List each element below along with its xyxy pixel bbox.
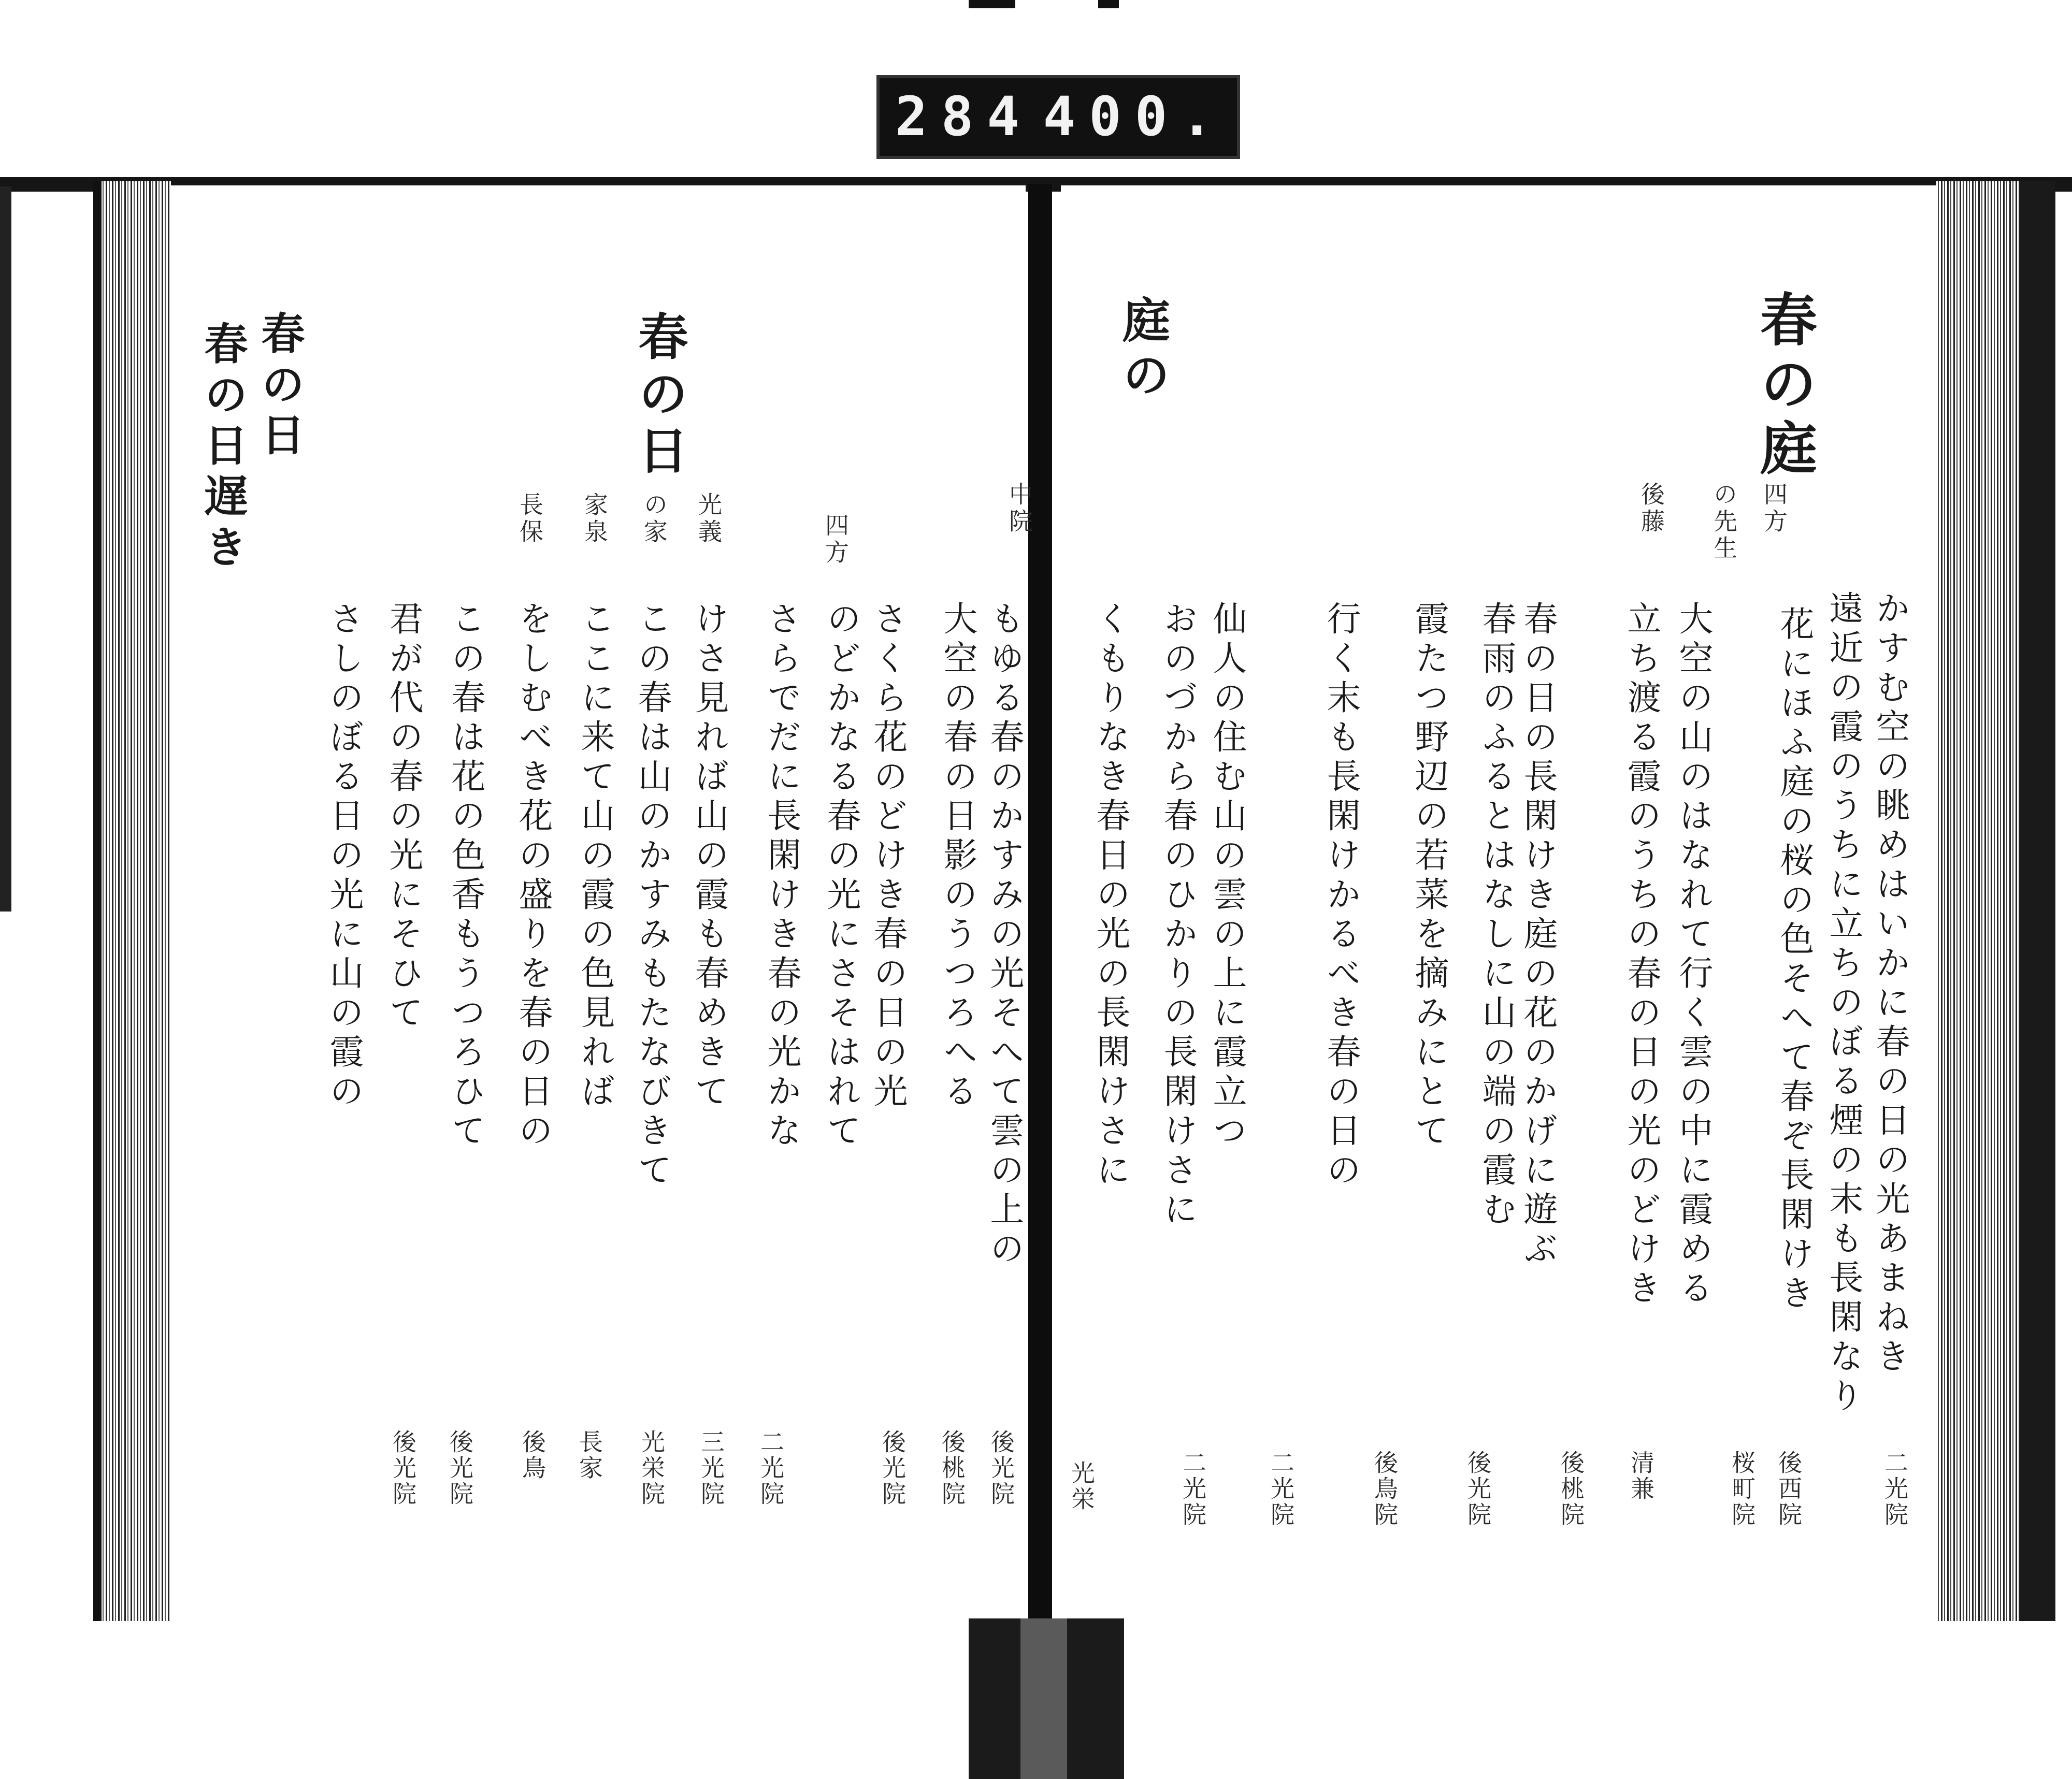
poem-author: 二光院 [1881, 1450, 1909, 1528]
left-page-edges [93, 181, 171, 1621]
poem-author: 後西院 [1775, 1450, 1803, 1528]
attribution: 四方 [1760, 482, 1788, 536]
poem-author: 後光院 [446, 1429, 474, 1507]
poem-author: 後鳥 [519, 1429, 546, 1481]
poem-author: 三光院 [697, 1429, 725, 1507]
left-margin-note: 春の日 [254, 311, 306, 463]
poem-author: 二光院 [1179, 1450, 1207, 1528]
book-spine [1028, 184, 1052, 1660]
poem-author: 後鳥院 [1371, 1450, 1399, 1528]
poem-author: 清兼 [1627, 1450, 1655, 1502]
poem-author: 桜町院 [1728, 1450, 1756, 1528]
poem-line: さくら花のどけき春の日の光 [868, 601, 908, 1112]
poem-author: 二光院 [757, 1429, 785, 1507]
poem-line: 花にほふ庭の桜の色そへて春ぞ長閑けき [1774, 606, 1814, 1314]
attribution: の家 [640, 492, 668, 546]
scan-edge [0, 186, 11, 912]
poem-author: 後桃院 [938, 1429, 966, 1507]
poem-line: 立ち渡る霞のうちの春の日の光のどけき [1621, 601, 1661, 1309]
poem-author: 後桃院 [1557, 1450, 1585, 1528]
poem-line: けさ見れば山の霞も春めきて [689, 601, 729, 1112]
poem-author: 光栄院 [638, 1429, 666, 1507]
right-sub-heading: 庭の [1115, 295, 1171, 405]
poem-line: ここに来て山の霞の色見れば [575, 601, 615, 1112]
poem-author: 長家 [575, 1429, 603, 1481]
poem-line: かすむ空の眺めはいかに春の日の光あまねき [1870, 590, 1910, 1378]
right-page-edges [1936, 181, 2055, 1621]
attribution: 四方 [822, 513, 850, 567]
frame-number: 284 [895, 85, 1033, 148]
poem-line: 春の日の長閑けき庭の花のかげに遊ぶ [1518, 601, 1558, 1270]
poem-author: 後光院 [389, 1429, 417, 1507]
left-margin-note: 春の日遅き [197, 321, 249, 575]
right-section-title: 春の庭 [1751, 290, 1818, 483]
attribution: 光義 [695, 492, 723, 546]
poem-author: 後光院 [879, 1429, 906, 1507]
top-edge-mark [969, 0, 1015, 8]
attribution: の先生 [1710, 482, 1738, 562]
poem-line: さしのぼる日の光に山の霞の [324, 601, 364, 1112]
spine-base [969, 1618, 1124, 1779]
poem-line: 大空の春の日影のうつろへる [938, 601, 977, 1112]
poem-line: もゆる春のかすみの光そへて雲の上の [984, 601, 1024, 1270]
poem-line: おのづから春のひかりの長閑けさに [1158, 601, 1198, 1231]
poem-author: 光栄 [1068, 1460, 1096, 1512]
poem-line: 仙人の住む山の雲の上に霞立つ [1207, 601, 1247, 1152]
attribution: 後藤 [1637, 482, 1665, 536]
attribution: 長保 [516, 492, 544, 546]
poem-author: 後光院 [1464, 1450, 1492, 1528]
poem-line: くもりなき春日の光の長閑けさに [1090, 601, 1130, 1191]
attribution: 家泉 [581, 492, 609, 546]
top-edge-mark [1098, 0, 1119, 8]
frame-total: 400. [1043, 85, 1227, 148]
left-section-title: 春の日 [630, 311, 689, 482]
poem-line: をしむべき花の盛りを春の日の [513, 601, 553, 1152]
poem-line: 春雨のふるとはなしに山の端の霞む [1476, 601, 1516, 1231]
poem-author: 後光院 [987, 1429, 1015, 1507]
poem-line: のどかなる春の光にさそはれて [821, 601, 861, 1152]
poem-line: この春は山のかすみもたなびきて [632, 601, 672, 1191]
poem-line: この春は花の色香もうつろひて [445, 601, 485, 1152]
poem-line: 大空の山のはなれて行く雲の中に霞める [1673, 601, 1713, 1309]
poem-line: 遠近の霞のうちに立ちのぼる煙の末も長閑なり [1823, 590, 1863, 1417]
poem-line: 霞たつ野辺の若菜を摘みにとて [1409, 601, 1449, 1152]
poem-line: 行く末も長閑けかるべき春の日の [1321, 601, 1361, 1191]
poem-author: 二光院 [1267, 1450, 1295, 1528]
poem-line: さらでだに長閑けき春の光かな [761, 601, 801, 1152]
frame-counter [876, 75, 1240, 159]
poem-line: 君が代の春の光にそひて [383, 601, 423, 1034]
attribution: 中院 [1005, 482, 1033, 536]
